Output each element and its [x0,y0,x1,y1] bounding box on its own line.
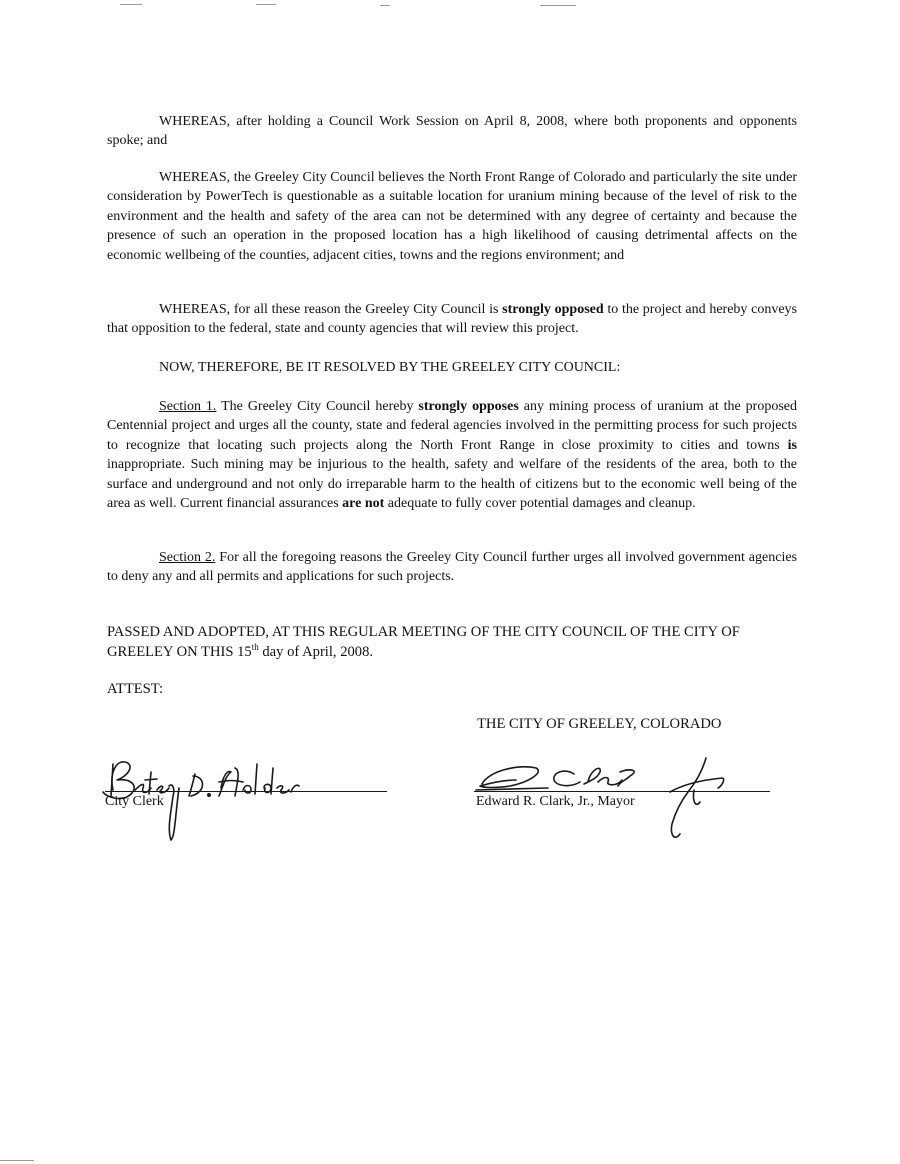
passed-line-2: GREELEY ON THIS 15 [107,643,252,660]
paragraph-text: The Greeley City Council hereby [216,399,419,414]
section-2-paragraph [107,548,797,587]
paragraph-text: to the project and hereby conveys that opposition to the federal, state and county agencies that will review this project. [107,302,797,337]
resolution-heading: NOW, THEREFORE, BE IT RESOLVED BY THE GREELEY CITY COUNCIL: [159,360,621,375]
mayor-title: Edward R. Clark, Jr., Mayor [476,794,635,809]
clerk-signature-line [105,791,387,792]
passed-date: day of April, 2008. [258,643,374,660]
paragraph-text: any mining process of uranium at the proposed Centennial project and urges all the county, state and federal agencies involved in the permitting process for such projects to recognize that locating such projects along the North Front Range in close proximity to cities and towns [107,399,798,453]
ordinal-suffix: th [251,641,259,652]
scan-artifact [0,1160,34,1161]
clerk-title: City Clerk [105,794,164,809]
paragraph-text: WHEREAS, after holding a Council Work Session on April 8, 2008, where both proponents and opponents spoke; and [107,114,797,149]
scan-artifact [256,4,276,5]
paragraph-text: adequate to fully cover potential damages and cleanup. [384,496,696,512]
paragraph-text: inappropriate. Such mining may be injurious to the health, safety and welfare of the residents of the area, both to the surface and underground and not only do irreparable harm to the health of citizens but to the economic well being of the area as well. Current financial assurances [107,457,797,512]
section-2-heading: Section 2. [159,550,216,565]
section-1-heading: Section 1. [159,399,217,414]
emphasis-text: strongly opposes [418,399,519,414]
section-1-paragraph [107,397,797,513]
whereas-paragraph-3 [107,300,797,339]
paragraph-text: WHEREAS, the Greeley City Council believes the North Front Range of Colorado and particularly the site under consideration by PowerTech is questionable as a suitable location for uranium mining because of the level of risk to the environment and the health and safety of the area can not be determined with any degree of certainty and because the presence of such an operation in the proposed location has a high likelihood of causing detrimental affects on the economic wellbeing of the counties, adjacent cities, towns and the regions environment; and [107,170,797,263]
emphasis-text: is [787,437,797,453]
emphasis-text: are not [342,496,385,512]
scan-artifact [540,5,576,6]
scan-artifact [380,5,390,6]
passed-and-adopted [107,623,807,662]
whereas-paragraph-1 [107,112,797,151]
paragraph-text: For all the foregoing reasons the Greeley City Council further urges all involved government agencies to deny any and all permits and applications for such projects. [107,550,797,585]
whereas-paragraph-2 [107,168,797,265]
mayor-signature-line [474,791,770,792]
emphasis-text: strongly opposed [502,302,604,317]
city-heading: THE CITY OF GREELEY, COLORADO [477,716,722,732]
paragraph-text: WHEREAS, for all these reason the Greeley City Council is [159,302,503,317]
passed-line-1: PASSED AND ADOPTED, AT THIS REGULAR MEETING OF THE CITY COUNCIL OF THE CITY OF [107,624,740,640]
attest-label: ATTEST: [107,681,164,697]
scan-artifact [120,4,142,5]
